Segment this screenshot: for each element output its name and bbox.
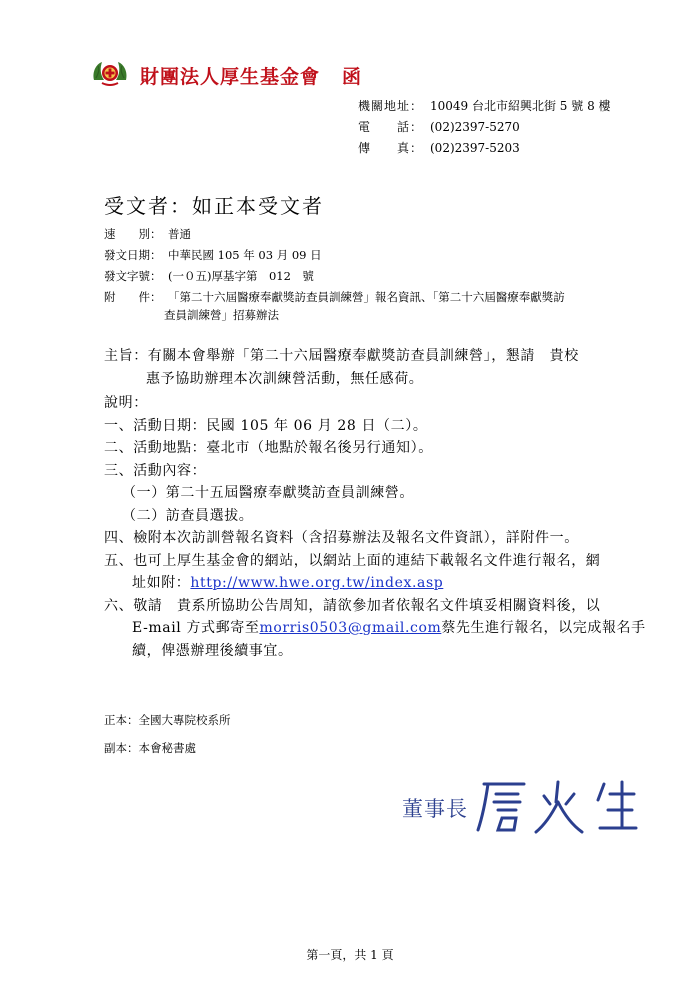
item-notice-continued [104,617,664,640]
item-content-sub2: （二）訪查員選拔。 [122,507,254,524]
item-attachment: 四、檢附本次訪訓營報名資料（含招募辦法及報名文件資訊），詳附件一。 [104,530,579,546]
meta-speed [104,224,565,245]
meta-label: 發文字號： [104,269,162,283]
contact-value: (02)2397-5270 [430,120,520,134]
meta-value: 「第二十六屆醫療奉獻獎訪查員訓練營」報名資訊、「第二十六屆醫療奉獻獎訪 [168,290,565,304]
contact-label: 機關地址： [358,99,424,113]
item-notice: 六、敬請 貴系所協助公告周知，請欲參加者依報名文件填妥相關資料後，以 [104,597,601,614]
item-website-continued [104,572,664,595]
item-content: 三、活動內容： [104,462,207,479]
organization-title [140,62,362,89]
contact-phone [358,117,611,138]
website-link[interactable]: http://www.hwe.org.tw/index.asp [190,575,444,591]
item-notice-end: 續，俾憑辦理後續事宜。 [132,642,293,659]
item-date: 一、活動日期：民國 105 年 06 月 28 日（二）。 [104,417,428,434]
page-number: 第一頁，共 1 頁 [306,948,394,962]
meta-attachment-continued: 查員訓練營」招募辦法 [164,308,279,322]
original-recipient: 正本：全國大專院校系所 [104,713,231,727]
meta-label: 附 件： [104,290,162,304]
item-website: 五、也可上厚生基金會的網站，以網站上面的連結下載報名文件進行報名，網 [104,552,601,569]
meta-number [104,266,565,287]
organization-name: 財團法人厚生基金會 [140,66,321,88]
subject-line-continued: 惠予協助辦理本次訓練營活動，無任感荷。 [146,370,424,387]
website-prefix: 址如附： [132,575,191,591]
svg-text:董事長: 董事長 [402,797,468,821]
distribution-block [104,706,231,762]
email-link[interactable]: morris0503@gmail.com [259,620,442,636]
item-content-sub1: （一）第二十五屆醫療奉獻獎訪查員訓練營。 [122,485,414,501]
subject-line: 主旨：有關本會舉辦「第二十六屆醫療奉獻獎訪查員訓練營」，懇請 貴校 [104,348,579,364]
contact-address [358,96,611,117]
document-body [104,345,664,662]
meta-date [104,245,565,266]
meta-label: 速 別： [104,227,162,241]
document-meta [104,224,565,326]
explanation-heading: 說明： [104,395,148,411]
meta-value: 普通 [168,227,191,241]
item-location: 二、活動地點：臺北市（地點於報名後另行通知）。 [104,440,433,456]
contact-block [358,96,611,159]
contact-label: 傳 真： [358,141,424,155]
email-suffix: 蔡先生進行報名，以完成報名手 [441,620,646,636]
contact-value: (02)2397-5203 [430,141,520,155]
meta-label: 發文日期： [104,248,162,262]
foundation-logo-icon [90,58,130,88]
meta-value: (一０五)厚基字第 012 號 [168,269,314,283]
chairman-signature-stamp [398,772,638,842]
contact-fax [358,138,611,159]
recipient-line: 受文者：如正本受文者 [104,194,324,218]
contact-value: 10049 台北市紹興北街 5 號 8 樓 [430,99,611,113]
copy-recipient: 副本：本會秘書處 [104,741,196,755]
meta-value: 中華民國 105 年 03 月 09 日 [168,248,322,262]
email-prefix: E-mail 方式郵寄至 [132,620,260,636]
contact-label: 電 話： [358,120,424,134]
document-type: 函 [342,66,363,88]
